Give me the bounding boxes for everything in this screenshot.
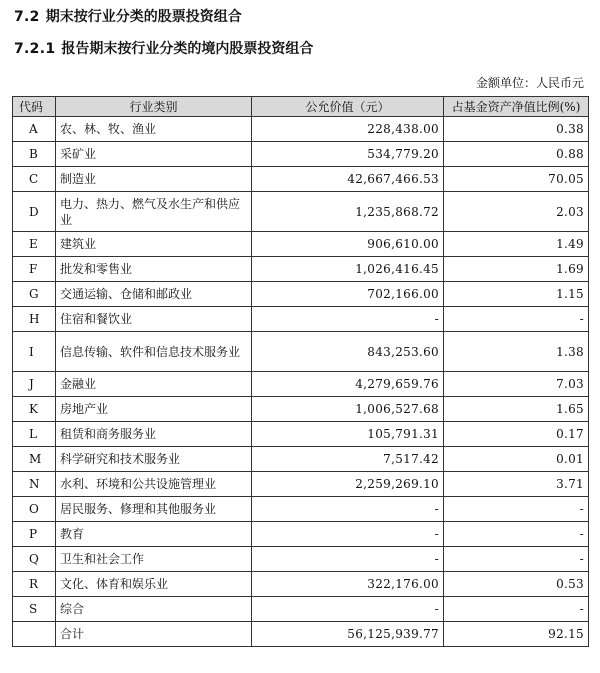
table-row bbox=[13, 547, 589, 572]
row-ratio: 0.01 bbox=[444, 447, 589, 472]
row-fair-value: 906,610.00 bbox=[252, 232, 444, 257]
row-category: 卫生和社会工作 bbox=[56, 547, 252, 572]
table-row bbox=[13, 472, 589, 497]
table-total-row bbox=[13, 622, 589, 647]
row-code: A bbox=[13, 117, 56, 142]
row-code: I bbox=[13, 332, 56, 372]
table-row bbox=[13, 232, 589, 257]
section-number: 7.2 bbox=[14, 9, 40, 25]
table-row bbox=[13, 597, 589, 622]
row-fair-value: 105,791.31 bbox=[252, 422, 444, 447]
row-code: Q bbox=[13, 547, 56, 572]
row-code: N bbox=[13, 472, 56, 497]
unit-note: 金额单位：人民币元 bbox=[475, 76, 584, 90]
total-ratio: 92.15 bbox=[444, 622, 589, 647]
row-fair-value: 42,667,466.53 bbox=[252, 167, 444, 192]
row-code: F bbox=[13, 257, 56, 282]
header-category: 行业类别 bbox=[56, 97, 252, 117]
row-category: 租赁和商务服务业 bbox=[56, 422, 252, 447]
row-ratio: 7.03 bbox=[444, 372, 589, 397]
row-ratio: 1.15 bbox=[444, 282, 589, 307]
row-fair-value: 702,166.00 bbox=[252, 282, 444, 307]
row-ratio: 1.65 bbox=[444, 397, 589, 422]
row-code: S bbox=[13, 597, 56, 622]
row-fair-value: - bbox=[252, 522, 444, 547]
section-title: 期末按行业分类的股票投资组合 bbox=[45, 9, 242, 25]
row-fair-value: - bbox=[252, 547, 444, 572]
row-category: 采矿业 bbox=[56, 142, 252, 167]
total-label: 合计 bbox=[56, 622, 252, 647]
row-ratio: - bbox=[444, 497, 589, 522]
row-fair-value: - bbox=[252, 597, 444, 622]
row-fair-value: 7,517.42 bbox=[252, 447, 444, 472]
subsection-title: 报告期末按行业分类的境内股票投资组合 bbox=[61, 41, 314, 57]
table-row bbox=[13, 372, 589, 397]
row-ratio: 2.03 bbox=[444, 192, 589, 232]
table-row bbox=[13, 282, 589, 307]
row-fair-value: 322,176.00 bbox=[252, 572, 444, 597]
row-category: 房地产业 bbox=[56, 397, 252, 422]
row-ratio: - bbox=[444, 597, 589, 622]
table-row bbox=[13, 497, 589, 522]
row-fair-value: - bbox=[252, 307, 444, 332]
row-code: D bbox=[13, 192, 56, 232]
row-category: 金融业 bbox=[56, 372, 252, 397]
row-code: K bbox=[13, 397, 56, 422]
row-fair-value: 1,006,527.68 bbox=[252, 397, 444, 422]
row-fair-value: 4,279,659.76 bbox=[252, 372, 444, 397]
row-category: 建筑业 bbox=[56, 232, 252, 257]
row-fair-value: 228,438.00 bbox=[252, 117, 444, 142]
row-code: O bbox=[13, 497, 56, 522]
row-category: 教育 bbox=[56, 522, 252, 547]
row-ratio: 70.05 bbox=[444, 167, 589, 192]
row-ratio: 0.38 bbox=[444, 117, 589, 142]
table-row bbox=[13, 192, 589, 232]
row-code: M bbox=[13, 447, 56, 472]
row-ratio: - bbox=[444, 522, 589, 547]
row-category: 住宿和餐饮业 bbox=[56, 307, 252, 332]
header-fair-value: 公允价值（元） bbox=[252, 97, 444, 117]
table-row bbox=[13, 142, 589, 167]
row-category: 电力、热力、燃气及水生产和供应业 bbox=[56, 192, 252, 232]
row-code: G bbox=[13, 282, 56, 307]
row-code: H bbox=[13, 307, 56, 332]
row-category: 科学研究和技术服务业 bbox=[56, 447, 252, 472]
subsection-heading bbox=[14, 40, 313, 58]
subsection-number: 7.2.1 bbox=[14, 41, 56, 57]
table-row bbox=[13, 447, 589, 472]
row-fair-value: 1,026,416.45 bbox=[252, 257, 444, 282]
row-category: 制造业 bbox=[56, 167, 252, 192]
row-category: 居民服务、修理和其他服务业 bbox=[56, 497, 252, 522]
header-ratio: 占基金资产净值比例(%) bbox=[444, 97, 589, 117]
row-code: P bbox=[13, 522, 56, 547]
row-category: 交通运输、仓储和邮政业 bbox=[56, 282, 252, 307]
row-fair-value: - bbox=[252, 497, 444, 522]
row-category: 农、林、牧、渔业 bbox=[56, 117, 252, 142]
row-ratio: - bbox=[444, 547, 589, 572]
table-row bbox=[13, 397, 589, 422]
table-row bbox=[13, 422, 589, 447]
row-code: R bbox=[13, 572, 56, 597]
row-fair-value: 843,253.60 bbox=[252, 332, 444, 372]
row-ratio: 0.17 bbox=[444, 422, 589, 447]
table-row bbox=[13, 257, 589, 282]
row-category: 文化、体育和娱乐业 bbox=[56, 572, 252, 597]
row-ratio: 3.71 bbox=[444, 472, 589, 497]
table-header-row bbox=[13, 97, 589, 117]
row-ratio: 1.38 bbox=[444, 332, 589, 372]
row-code: C bbox=[13, 167, 56, 192]
row-code bbox=[13, 622, 56, 647]
table-row bbox=[13, 572, 589, 597]
row-code: L bbox=[13, 422, 56, 447]
table-row bbox=[13, 307, 589, 332]
row-code: B bbox=[13, 142, 56, 167]
row-code: E bbox=[13, 232, 56, 257]
industry-stock-table bbox=[12, 96, 589, 647]
row-ratio: 0.88 bbox=[444, 142, 589, 167]
section-heading bbox=[14, 8, 242, 26]
row-category: 批发和零售业 bbox=[56, 257, 252, 282]
row-category: 水利、环境和公共设施管理业 bbox=[56, 472, 252, 497]
header-code: 代码 bbox=[13, 97, 56, 117]
row-fair-value: 2,259,269.10 bbox=[252, 472, 444, 497]
row-ratio: - bbox=[444, 307, 589, 332]
row-ratio: 1.69 bbox=[444, 257, 589, 282]
table-row bbox=[13, 167, 589, 192]
row-fair-value: 1,235,868.72 bbox=[252, 192, 444, 232]
row-category: 综合 bbox=[56, 597, 252, 622]
table-row bbox=[13, 332, 589, 372]
row-ratio: 0.53 bbox=[444, 572, 589, 597]
row-ratio: 1.49 bbox=[444, 232, 589, 257]
total-fair-value: 56,125,939.77 bbox=[252, 622, 444, 647]
table-row bbox=[13, 117, 589, 142]
row-category: 信息传输、软件和信息技术服务业 bbox=[56, 332, 252, 372]
row-fair-value: 534,779.20 bbox=[252, 142, 444, 167]
table-row bbox=[13, 522, 589, 547]
row-code: J bbox=[13, 372, 56, 397]
